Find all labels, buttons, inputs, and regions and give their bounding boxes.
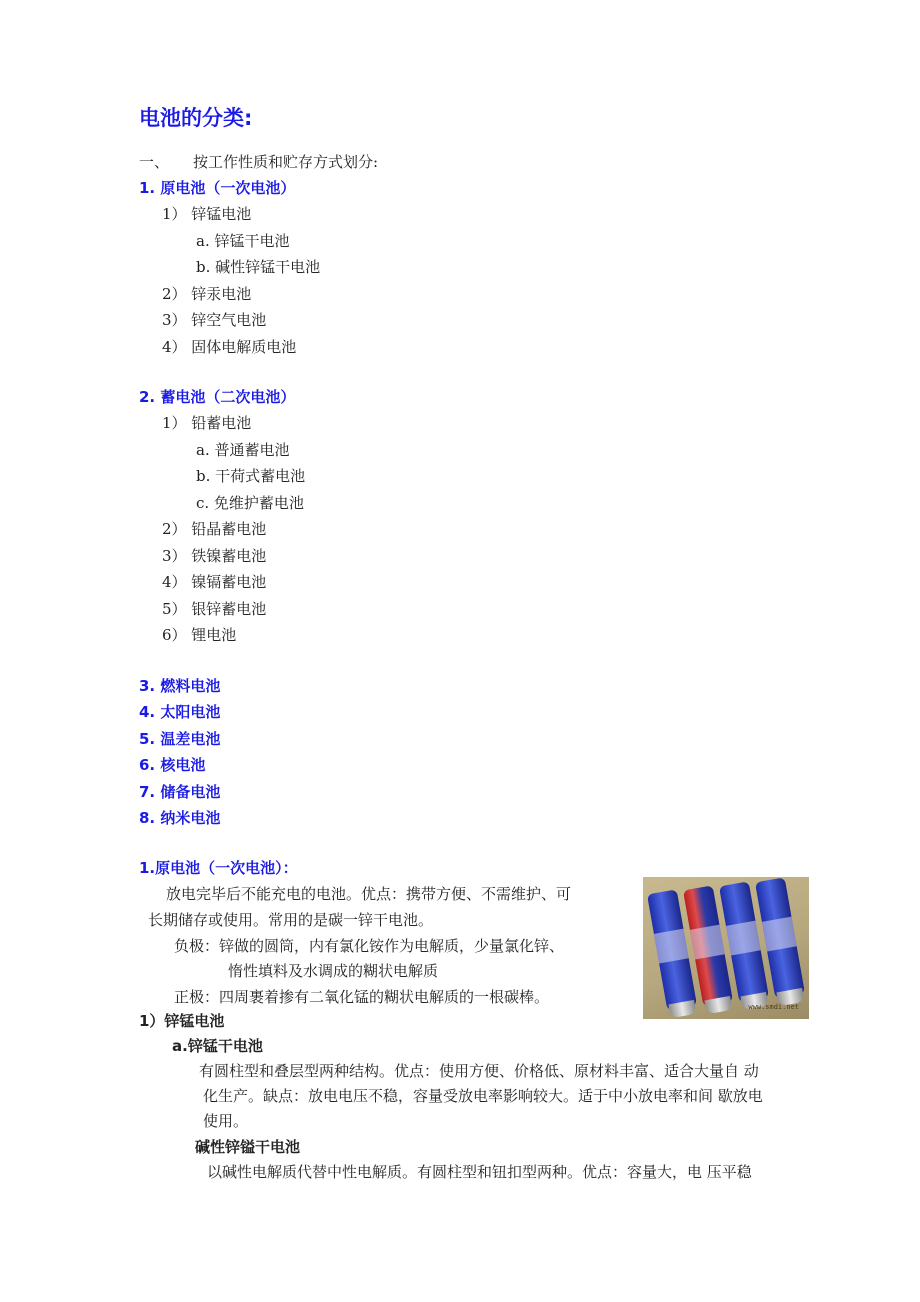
section-number: 一、: [139, 153, 170, 171]
subsection-heading: a.锌锰干电池: [172, 1037, 263, 1055]
photo-watermark: www.smdi.net: [748, 1003, 799, 1011]
secondary-heading: 2. 蓄电池（二次电池）: [139, 388, 296, 406]
paragraph-line: 以碱性电解质代替中性电解质。有圆柱型和钮扣型两种。优点：容量大，电 压平稳: [207, 1163, 752, 1181]
battery-photo: [643, 877, 809, 1019]
list-item: 6） 锂电池: [162, 626, 237, 644]
paragraph-line: 化生产。缺点：放电电压不稳，容量受放电率影响较大。适于中小放电率和间 歇放电: [203, 1087, 763, 1105]
detail-heading: 1.原电池（一次电池）：: [139, 859, 298, 877]
other-battery-item: 8. 纳米电池: [139, 809, 221, 827]
list-item: 2） 铅晶蓄电池: [162, 520, 267, 538]
list-item: 4） 镍镉蓄电池: [162, 573, 267, 591]
paragraph-line: 有圆柱型和叠层型两种结构。优点：使用方便、价格低、原材料丰富、适合大量自 动: [199, 1062, 759, 1080]
subsection-heading: 碱性锌镒干电池: [195, 1138, 301, 1156]
list-item: 1） 铅蓄电池: [162, 414, 252, 432]
page-title: 电池的分类:: [139, 106, 253, 130]
list-item: a. 普通蓄电池: [196, 441, 290, 459]
list-item: 2） 锌汞电池: [162, 285, 252, 303]
paragraph-line: 放电完毕后不能充电的电池。优点：携带方便、不需维护、可: [166, 885, 572, 903]
list-item: 4） 固体电解质电池: [162, 338, 297, 356]
other-battery-item: 6. 核电池: [139, 756, 206, 774]
primary-heading: 1. 原电池（一次电池）: [139, 179, 296, 197]
paragraph-line: 使用。: [203, 1112, 249, 1130]
other-battery-item: 5. 温差电池: [139, 730, 221, 748]
subsection-heading: 1）锌锰电池: [139, 1012, 225, 1030]
list-item: c. 免维护蓄电池: [196, 494, 304, 512]
negative-electrode-text: 惰性填料及水调成的糊状电解质: [228, 962, 439, 980]
paragraph-line: 长期储存或使用。常用的是碳一锌干电池。: [148, 911, 434, 929]
list-item: 1） 锌锰电池: [162, 205, 252, 223]
negative-electrode-text: 负极：锌做的圆筒，内有氯化铵作为电解质，少量氯化锌、: [174, 937, 565, 955]
list-item: 3） 铁镍蓄电池: [162, 547, 267, 565]
other-battery-item: 7. 储备电池: [139, 783, 221, 801]
positive-electrode-text: 正极：四周裹着掺有二氧化锰的糊状电解质的一根碳棒。: [174, 988, 550, 1006]
list-item: b. 碱性锌锰干电池: [196, 258, 321, 276]
other-battery-item: 4. 太阳电池: [139, 703, 221, 721]
list-item: 5） 银锌蓄电池: [162, 600, 267, 618]
list-item: a. 锌锰干电池: [196, 232, 290, 250]
other-battery-item: 3. 燃料电池: [139, 677, 221, 695]
list-item: b. 干荷式蓄电池: [196, 467, 306, 485]
list-item: 3） 锌空气电池: [162, 311, 267, 329]
section-heading: 按工作性质和贮存方式划分:: [193, 153, 379, 171]
